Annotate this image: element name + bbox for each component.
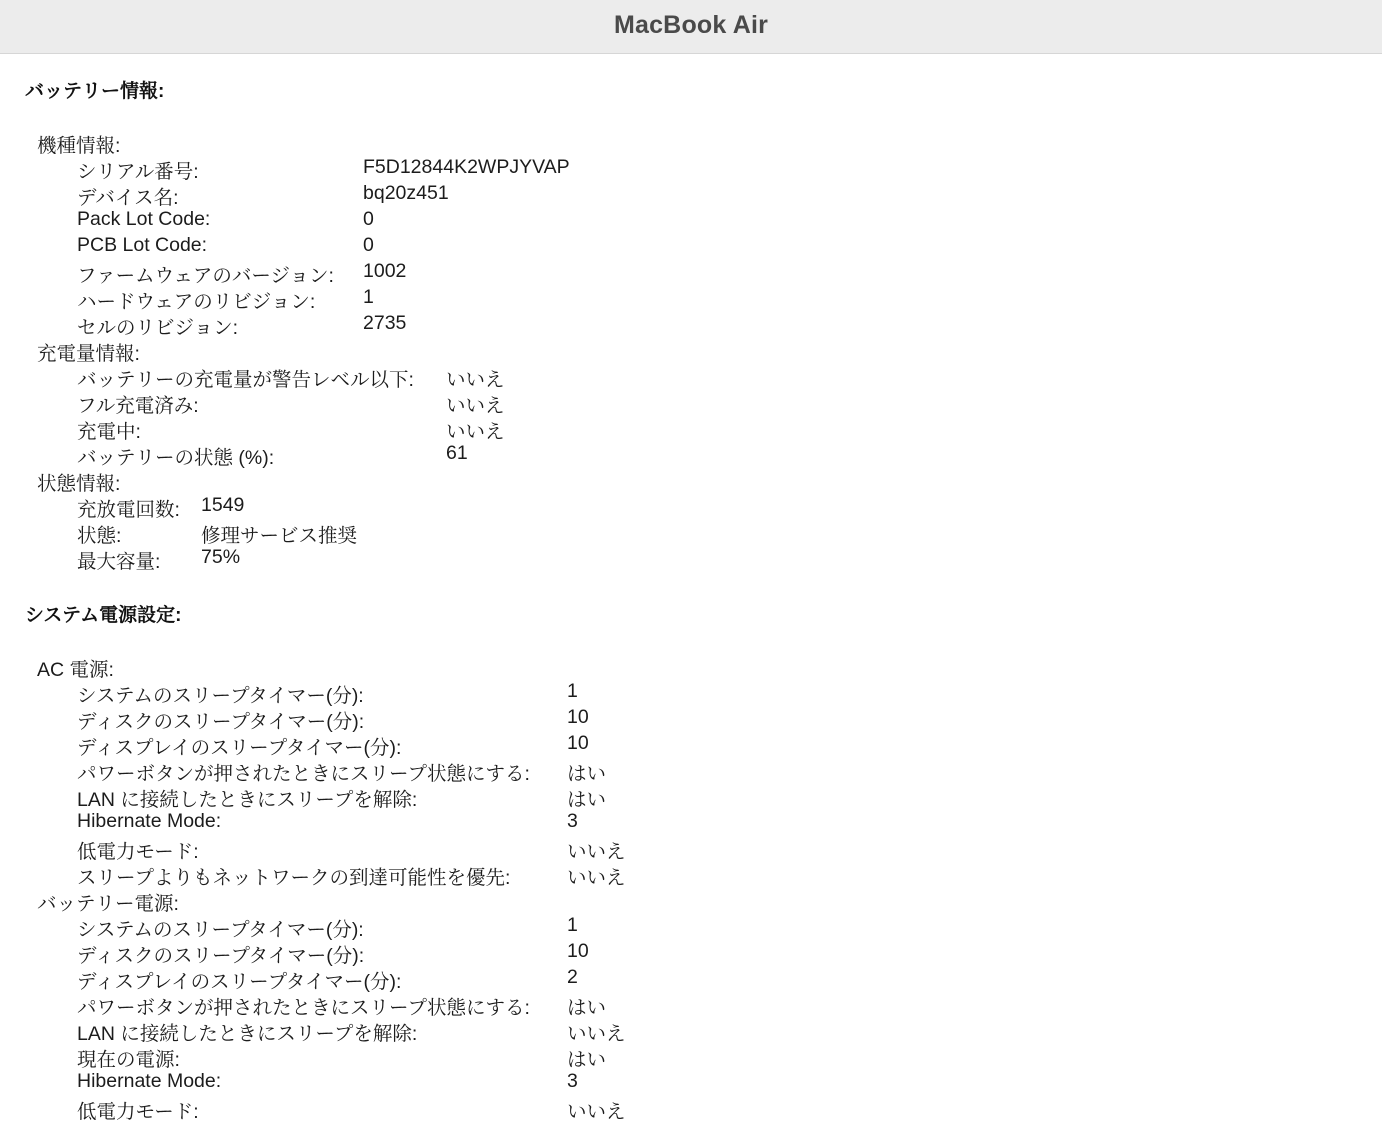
info-row (0, 680, 900, 706)
info-row (0, 390, 900, 416)
row-label: フル充電済み: (77, 395, 199, 417)
row-label: セルのリビジョン: (77, 317, 239, 339)
info-row (0, 208, 900, 234)
info-row (0, 286, 900, 312)
row-label: ディスプレイのスリープタイマー(分): (77, 971, 402, 993)
row-label: スリープよりもネットワークの到達可能性を優先: (77, 867, 511, 889)
row-label: ファームウェアのバージョン: (77, 265, 334, 287)
info-row (0, 732, 900, 758)
row-value: いいえ (446, 395, 505, 417)
row-value: 10 (567, 706, 589, 728)
info-row (0, 992, 900, 1018)
row-value: 1002 (363, 260, 407, 282)
row-value: F5D12844K2WPJYVAP (363, 156, 570, 178)
row-value: いいえ (567, 1101, 626, 1123)
row-value: 3 (567, 810, 578, 832)
info-row (0, 1070, 900, 1096)
model-info-heading: 機種情報: (37, 135, 121, 157)
row-value: bq20z451 (363, 182, 449, 204)
row-value: 61 (446, 442, 468, 464)
info-row (0, 156, 900, 182)
info-row (0, 182, 900, 208)
row-label: ディスプレイのスリープタイマー(分): (77, 737, 402, 759)
row-label: Pack Lot Code: (77, 208, 211, 230)
info-row (0, 1096, 900, 1122)
row-value: いいえ (446, 421, 505, 443)
window-titlebar[interactable] (0, 0, 1382, 54)
row-value: いいえ (567, 1023, 626, 1045)
row-label: LAN に接続したときにスリープを解除: (77, 1023, 418, 1045)
row-label: 状態: (77, 525, 122, 547)
row-label: 充放電回数: (77, 499, 180, 521)
row-label: Hibernate Mode: (77, 810, 222, 832)
row-label: ディスクのスリープタイマー(分): (77, 711, 365, 733)
info-row (0, 494, 900, 520)
info-row (0, 442, 900, 468)
row-label: デバイス名: (77, 187, 179, 209)
info-row (0, 810, 900, 836)
row-label: Hibernate Mode: (77, 1070, 222, 1092)
row-label: 最大容量: (77, 551, 161, 573)
row-label: PCB Lot Code: (77, 234, 208, 256)
row-value: 2735 (363, 312, 407, 334)
row-label: シリアル番号: (77, 161, 199, 183)
row-label: パワーボタンが押されたときにスリープ状態にする: (77, 997, 530, 1019)
row-value: 75% (201, 546, 241, 568)
row-label: バッテリーの状態 (%): (77, 447, 275, 469)
row-label: 低電力モード: (77, 841, 199, 863)
info-row (0, 758, 900, 784)
row-value: 10 (567, 732, 589, 754)
info-row (0, 234, 900, 260)
row-label: 低電力モード: (77, 1101, 199, 1123)
row-value: 1 (567, 914, 578, 936)
info-row (0, 940, 900, 966)
row-value: 0 (363, 208, 374, 230)
info-row (0, 836, 900, 862)
row-value: 1 (363, 286, 374, 308)
row-value: はい (567, 789, 607, 811)
row-value: いいえ (567, 841, 626, 863)
row-value: はい (567, 997, 607, 1019)
row-label: 充電中: (77, 421, 141, 443)
info-row (0, 784, 900, 810)
row-label: 現在の電源: (77, 1049, 180, 1071)
row-value: 1549 (201, 494, 245, 516)
battery-info-heading: バッテリー情報: (25, 81, 165, 102)
info-row (0, 1044, 900, 1070)
info-row (0, 416, 900, 442)
health-info-heading: 状態情報: (37, 473, 121, 495)
info-content (0, 54, 1382, 1144)
row-value: 1 (567, 680, 578, 702)
info-row (0, 914, 900, 940)
info-row (0, 520, 900, 546)
info-row (0, 312, 900, 338)
charge-info-heading: 充電量情報: (37, 343, 140, 365)
ac-power-heading: AC 電源: (37, 659, 114, 681)
row-value: はい (567, 763, 607, 785)
row-value: 3 (567, 1070, 578, 1092)
row-value: はい (567, 1049, 607, 1071)
row-label: システムのスリープタイマー(分): (77, 685, 364, 707)
row-value: いいえ (446, 369, 505, 391)
power-settings-heading: システム電源設定: (25, 605, 182, 626)
row-value: いいえ (567, 867, 626, 889)
row-value: 修理サービス推奨 (201, 525, 358, 547)
info-row (0, 364, 900, 390)
row-label: システムのスリープタイマー(分): (77, 919, 364, 941)
row-value: 0 (363, 234, 374, 256)
info-row (0, 862, 900, 888)
row-label: バッテリーの充電量が警告レベル以下: (77, 369, 414, 391)
row-label: パワーボタンが押されたときにスリープ状態にする: (77, 763, 530, 785)
battery-power-heading: バッテリー電源: (37, 893, 179, 915)
row-value: 2 (567, 966, 578, 988)
info-row (0, 706, 900, 732)
info-row (0, 260, 900, 286)
info-row (0, 1018, 900, 1044)
row-label: ディスクのスリープタイマー(分): (77, 945, 365, 967)
window-title: MacBook Air (613, 11, 769, 39)
row-value: 10 (567, 940, 589, 962)
row-label: LAN に接続したときにスリープを解除: (77, 789, 418, 811)
row-label: ハードウェアのリビジョン: (77, 291, 316, 313)
info-row (0, 966, 900, 992)
info-row (0, 546, 900, 572)
